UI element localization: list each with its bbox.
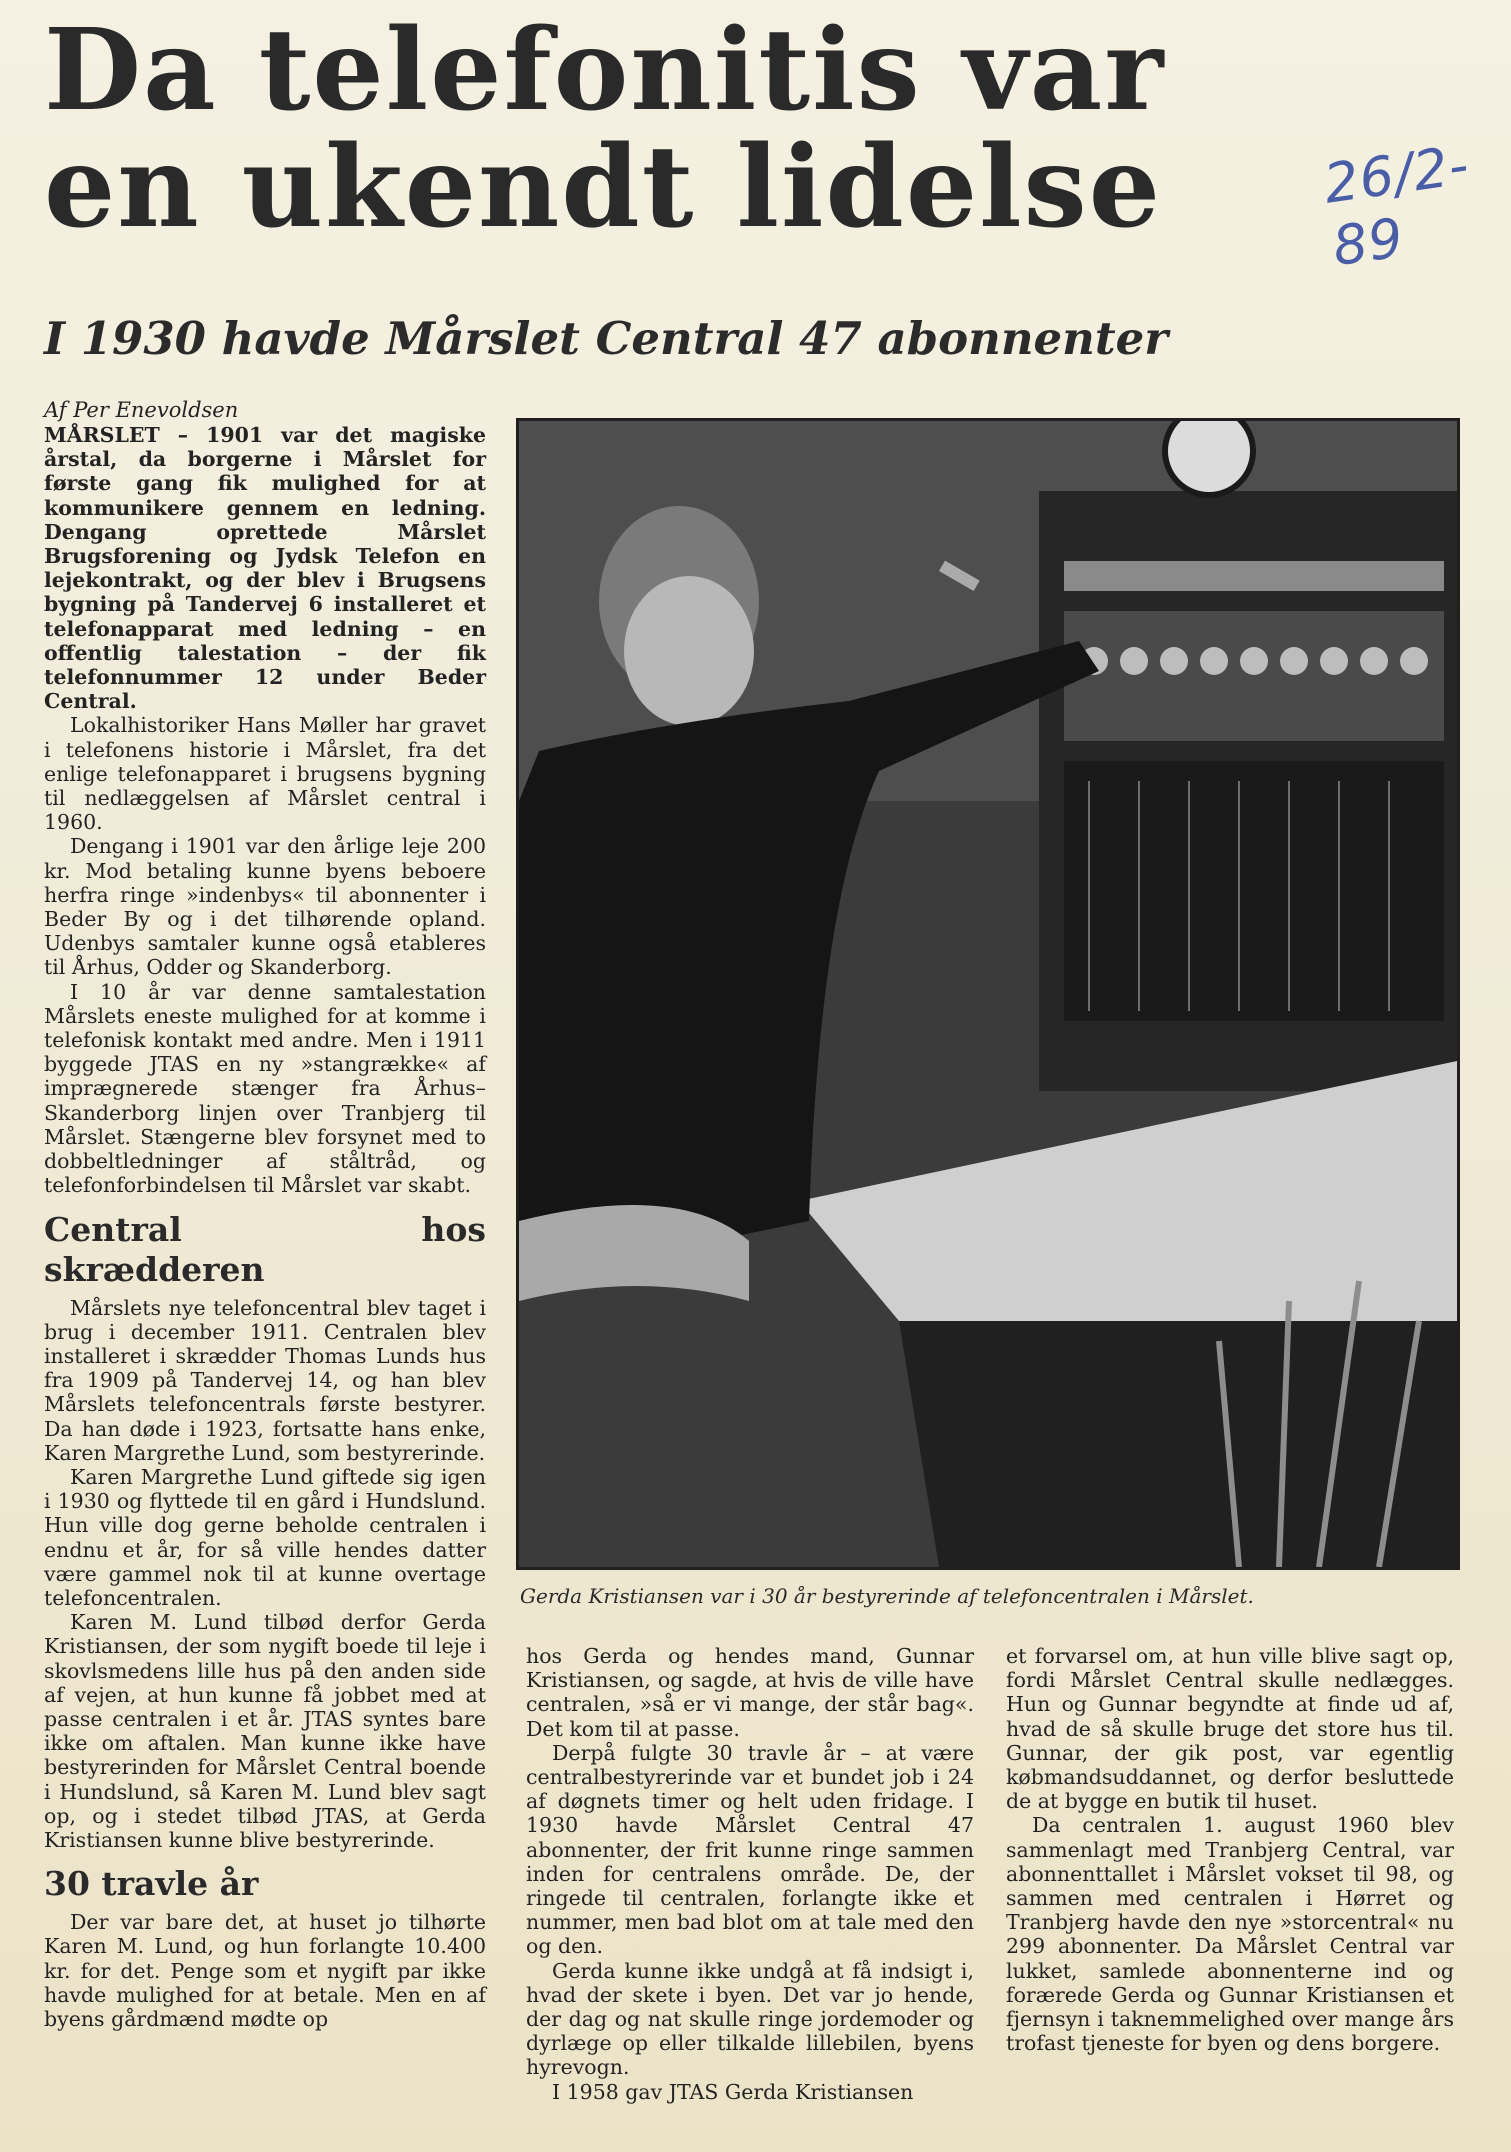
- article-column-3: [1006, 1644, 1454, 2144]
- paragraph: Da centralen 1. august 1960 blev sammenlagt med Tranbjerg Central, var abonnenttallet i Mårslet vokset til 98, og sammen med centralen i Hørret og Tranbjerg havde den nye »storcentral« nu 299 abonnenter. Da Mårslet Central var lukket, samlede abonnenterne ind og forærede Gerda og Gunnar Kristiansen et fjernsyn i taknemmelighed over mange års trofast tjeneste for byen og dens borgere.: [1006, 1813, 1454, 2056]
- photo-caption: Gerda Kristiansen var i 30 år bestyrerinde af telefoncentralen i Mårslet.: [520, 1584, 1254, 1608]
- paragraph: Gerda kunne ikke undgå at få indsigt i, hvad der skete i byen. Det var jo hende, der dag og nat skulle ringe jordemoder og dyrlæge op eller tilkalde lillebilen, byens hyrevogn.: [526, 1958, 974, 2080]
- paragraph: Dengang i 1901 var den årlige leje 200 kr. Mod betaling kunne byens beboere herfra ringe »indenbys« til abonnenter i Beder By og i det tilhørende opland. Udenbys samtaler kunne også etableres til Århus, Odder og Skanderborg.: [44, 834, 486, 980]
- section-heading: Central hos skrædderen: [44, 1209, 486, 1289]
- article-column-2: [526, 1644, 974, 2144]
- subheadline: I 1930 havde Mårslet Central 47 abonnenter: [44, 312, 1169, 365]
- article-photo: [516, 418, 1460, 1570]
- article-column-1: [44, 398, 486, 2133]
- paragraph: et forvarsel om, at hun ville blive sagt op, fordi Mårslet Central skulle nedlægges. Hun og Gunnar begyndte at finde ud af, hvad de så skulle bruge det store hus til. Gunnar, der gik post, var egentlig købmandsuddannet, og derfor besluttede de at bygge en butik til huset.: [1006, 1644, 1454, 1814]
- paragraph: Karen M. Lund tilbød derfor Gerda Kristiansen, der som nygift boede til leje i skovlsmedens lille hus på den anden side af vejen, at hun kunne få jobbet med at passe centralen i et år. JTAS syntes bare ikke om aftalen. Man kunne ikke have bestyrerinden for Mårslet Central boende i Hundslund, så Karen M. Lund blev sagt op, og i stedet tilbød JTAS, at Gerda Kristiansen kunne blive bestyrerinde.: [44, 1610, 486, 1852]
- paragraph: I 10 år var denne samtalestation Mårslets eneste mulighed for at komme i telefonisk kontakt med andre. Men i 1911 byggede JTAS en ny »stangrække« af imprægnerede stænger fra Århus–Skanderborg linjen over Tranbjerg til Mårslet. Stængerne blev forsynet med to dobbeltledninger af ståltråd, og telefonforbindelsen til Mårslet var skabt.: [44, 979, 486, 1198]
- headline: Da telefonitis var en ukendt lidelse: [44, 5, 1166, 253]
- byline: Af Per Enevoldsen: [44, 398, 239, 422]
- paragraph: Der var bare det, at huset jo tilhørte Karen M. Lund, og hun forlangte 10.400 kr. for det. Penge som et nygift par ikke havde mulighed for at betale. Men en af byens gårdmænd mødte op: [44, 1910, 486, 2031]
- section-heading: 30 travle år: [44, 1864, 259, 1904]
- paragraph: Lokalhistoriker Hans Møller har gravet i telefonens historie i Mårslet, fra det enlige telefonapparet i brugsens bygning til nedlæggelsen af Mårslet central i 1960.: [44, 713, 486, 835]
- lead-paragraph: MÅRSLET – 1901 var det magiske årstal, da borgerne i Mårslet for første gang fik mulighed for at kommunikere gennem en ledning. Dengang oprettede Mårslet Brugsforening og Jydsk Telefon en lejekontrakt, og der blev i Brugsens bygning på Tandervej 6 installeret et telefonapparat med ledning – en offentlig talestation – der fik telefonnummer 12 under Beder Central.: [44, 423, 486, 714]
- paragraph: hos Gerda og hendes mand, Gunnar Kristiansen, og sagde, at hvis de ville have centralen, »så er vi mange, der står bag«. Det kom til at passe.: [526, 1644, 974, 1741]
- photo-illustration: [519, 421, 1457, 1567]
- paragraph: Mårslets nye telefoncentral blev taget i brug i december 1911. Centralen blev installeret i skrædder Thomas Lunds hus fra 1909 på Tandervej 14, og han blev Mårslets telefoncentrals første bestyrer. Da han døde i 1923, fortsatte hans enke, Karen Margrethe Lund, som bestyrerinde.: [44, 1295, 486, 1465]
- paragraph: I 1958 gav JTAS Gerda Kristiansen: [552, 2079, 914, 2104]
- paragraph: Derpå fulgte 30 travle år – at være centralbestyrerinde var et bundet job i 24 af døgnets timer og helt uden fridage. I 1930 havde Mårslet Central 47 abonnenter, der frit kunne ringe sammen inden for centralens område. De, der ringede til centralen, forlangte ikke et nummer, men bad blot om at tale med den og den.: [526, 1740, 974, 1959]
- paragraph: Karen Margrethe Lund giftede sig igen i 1930 og flyttede til en gård i Hundslund. Hun ville dog gerne beholde centralen i endnu et år, for så ville hendes datter være gammel nok til at kunne overtage telefoncentralen.: [44, 1464, 486, 1610]
- handwritten-date: 26/2-89: [1320, 133, 1474, 279]
